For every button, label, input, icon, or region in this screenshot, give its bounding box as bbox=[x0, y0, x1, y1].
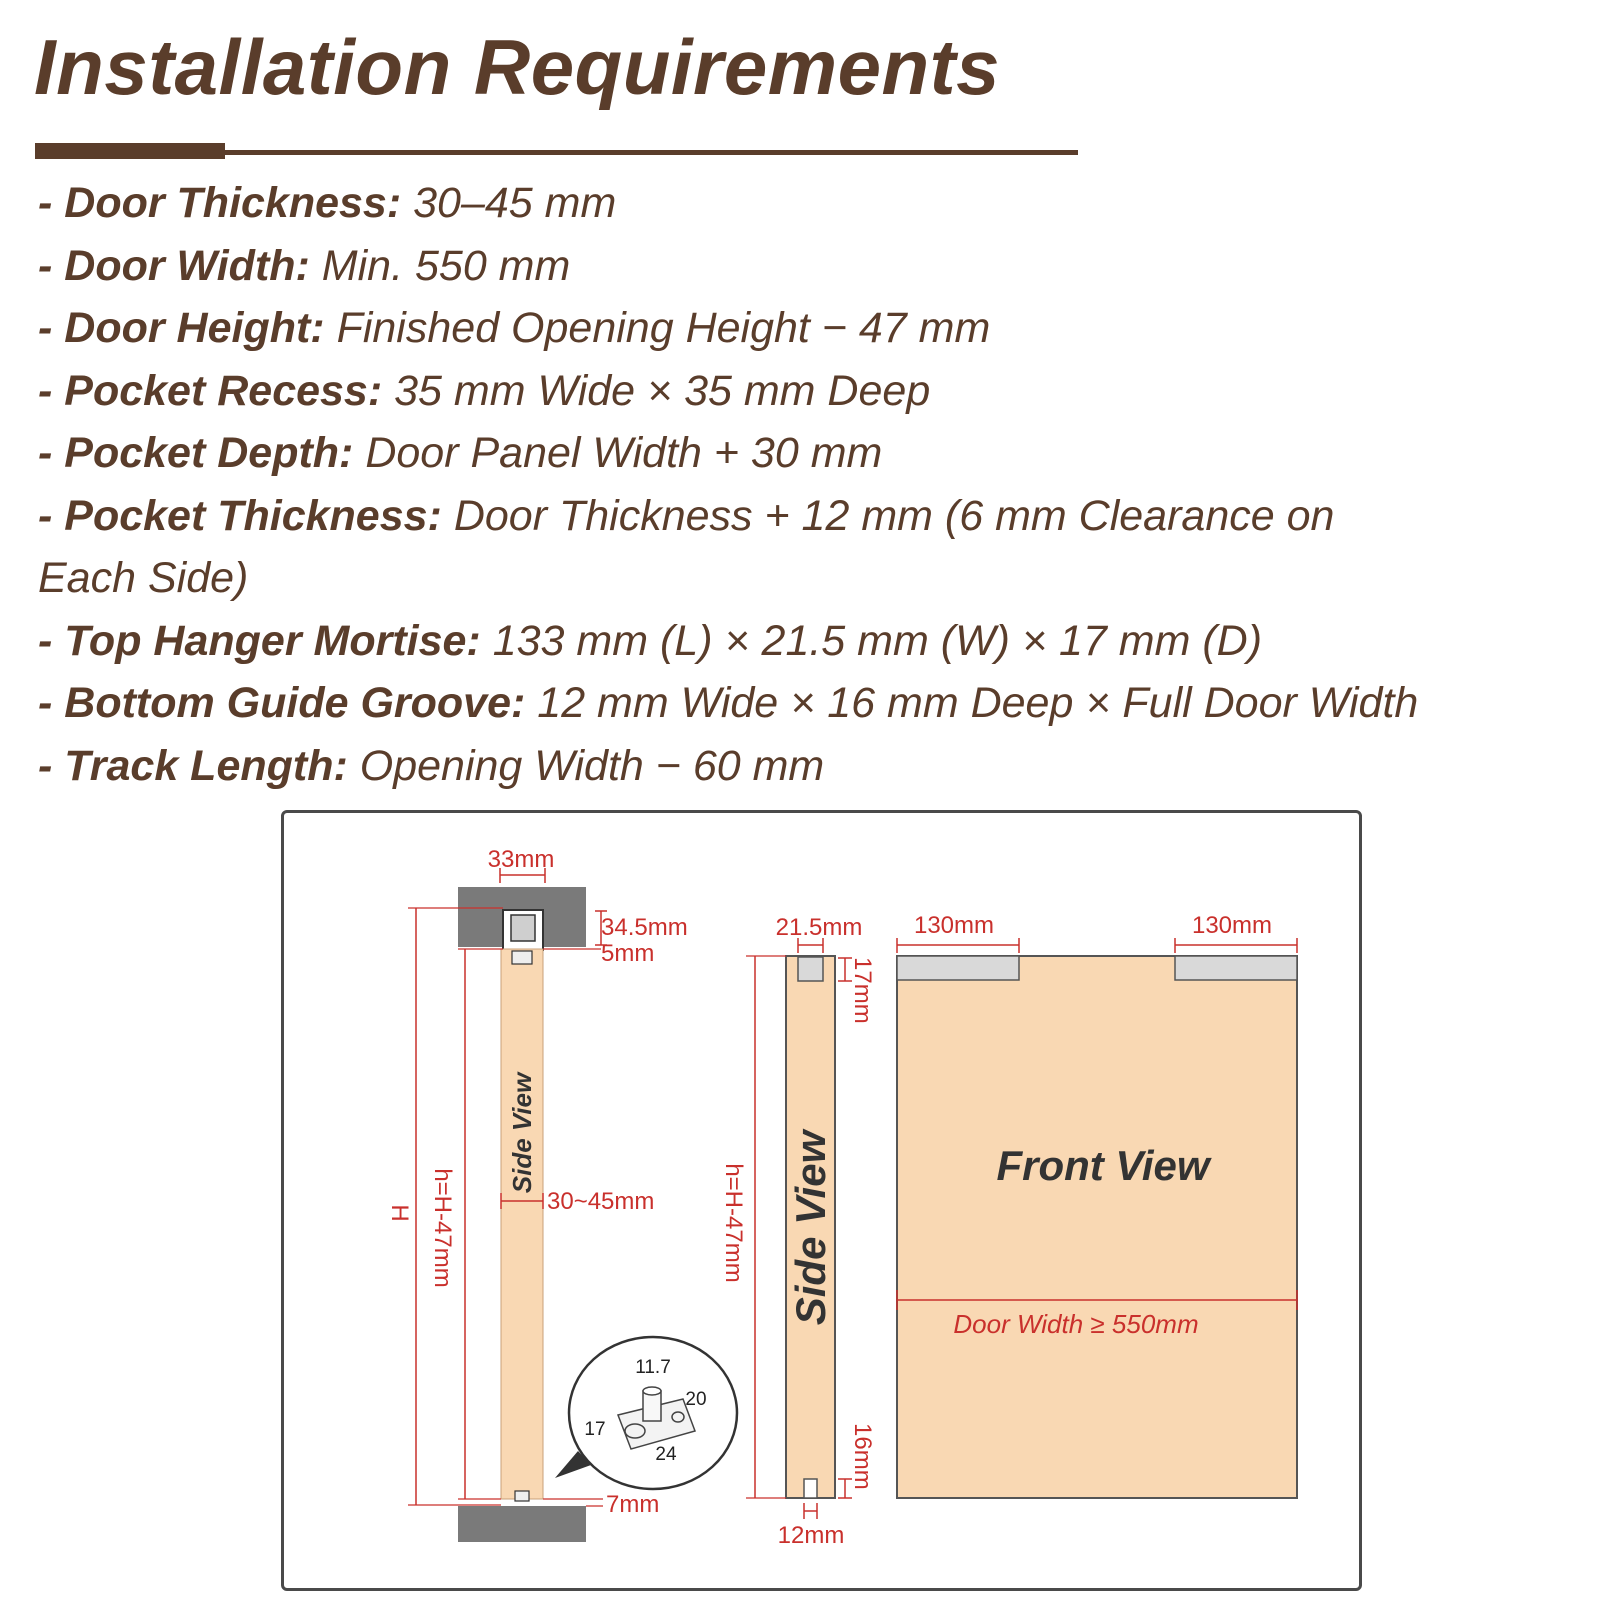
guide-dim-1: 11.7 bbox=[635, 1357, 671, 1378]
side-view-2 bbox=[720, 914, 876, 1549]
installation-diagram bbox=[284, 813, 1359, 1588]
spec-label: - Track Length: bbox=[38, 741, 348, 790]
spec-label: - Pocket Thickness: bbox=[38, 491, 442, 540]
spec-value: 133 mm (L) × 21.5 mm (W) × 17 mm (D) bbox=[480, 616, 1263, 665]
spec-label: - Pocket Depth: bbox=[38, 429, 354, 477]
bottom-groove bbox=[804, 1479, 817, 1498]
spec-pocket-recess bbox=[38, 360, 1558, 423]
diagram-frame bbox=[281, 810, 1362, 1591]
dim-door-height: h=H-47mm bbox=[429, 1168, 456, 1288]
front-view-label: Front View bbox=[996, 1142, 1210, 1189]
spec-label: - Pocket Recess: bbox=[38, 366, 383, 415]
dim-top-width: 33mm bbox=[487, 846, 555, 873]
dim-hanger-left: 130mm bbox=[913, 912, 995, 939]
guide-dim-2: 20 bbox=[685, 1389, 707, 1410]
front-view bbox=[897, 912, 1297, 1498]
spec-door-thickness bbox=[38, 172, 1558, 235]
dim-door-height-2: h=H-47mm bbox=[720, 1163, 747, 1283]
floor-block bbox=[458, 1506, 586, 1542]
guide-detail-callout bbox=[555, 1337, 737, 1489]
bottom-guide-block bbox=[515, 1491, 529, 1501]
spec-door-height bbox=[38, 297, 1558, 360]
spec-value: 30–45 mm bbox=[401, 179, 617, 227]
spec-door-width bbox=[38, 235, 1558, 298]
hanger-mortise-left bbox=[897, 956, 1019, 980]
title-underline-accent bbox=[35, 143, 225, 159]
spec-label: - Bottom Guide Groove: bbox=[38, 679, 526, 727]
spec-value: 35 mm Wide × 35 mm Deep bbox=[382, 366, 931, 415]
spec-list bbox=[38, 172, 1558, 797]
dim-gap-top: 5mm bbox=[601, 940, 655, 967]
dim-mortise-depth: 17mm bbox=[849, 957, 876, 1024]
guide-dim-3: 17 bbox=[584, 1419, 606, 1440]
spec-value-continued: Each Side) bbox=[38, 554, 249, 602]
dim-gap-bottom: 7mm bbox=[606, 1491, 660, 1518]
spec-bottom-guide-groove bbox=[38, 672, 1558, 735]
spec-pocket-thickness bbox=[38, 485, 1558, 548]
title-underline bbox=[225, 150, 1078, 155]
spec-track-length bbox=[38, 735, 1558, 798]
guide-dim-4: 24 bbox=[655, 1444, 677, 1465]
dim-hanger-right: 130mm bbox=[1191, 912, 1273, 939]
spec-value: Opening Width − 60 mm bbox=[347, 741, 825, 790]
top-mortise bbox=[798, 957, 823, 981]
dim-groove-depth: 16mm bbox=[849, 1423, 876, 1490]
door-panel-side bbox=[501, 949, 543, 1499]
spec-value: Door Panel Width + 30 mm bbox=[353, 429, 883, 477]
dim-mortise-width: 21.5mm bbox=[775, 914, 863, 941]
page-title: Installation Requirements bbox=[34, 23, 1001, 111]
spec-pocket-thickness-cont bbox=[38, 547, 1558, 610]
dim-door-width: Door Width ≥ 550mm bbox=[953, 1309, 1199, 1339]
side-view-label-2: Side View bbox=[787, 1130, 834, 1326]
spec-label: - Top Hanger Mortise: bbox=[38, 616, 481, 665]
dim-track-height: 34.5mm bbox=[601, 914, 688, 941]
spec-value: Finished Opening Height − 47 mm bbox=[324, 304, 991, 352]
spec-label: - Door Height: bbox=[38, 304, 325, 352]
spec-label: - Door Thickness: bbox=[38, 179, 402, 227]
dim-groove-width: 12mm bbox=[777, 1522, 845, 1549]
spec-value: Min. 550 mm bbox=[309, 241, 571, 290]
side-view-label: Side View bbox=[507, 1072, 537, 1194]
dim-total-height: H bbox=[386, 1204, 413, 1222]
top-track-inner bbox=[511, 915, 535, 941]
spec-value: Door Thickness + 12 mm (6 mm Clearance on bbox=[441, 491, 1335, 540]
hanger-mortise-right bbox=[1175, 956, 1297, 980]
spec-value: 12 mm Wide × 16 mm Deep × Full Door Width bbox=[525, 679, 1419, 727]
spec-top-hanger-mortise bbox=[38, 610, 1558, 673]
door-panel-front bbox=[897, 956, 1297, 1498]
dim-thickness: 30~45mm bbox=[547, 1188, 655, 1215]
spec-label: - Door Width: bbox=[38, 241, 310, 290]
guide-pin-top bbox=[643, 1387, 661, 1395]
top-hanger-block bbox=[512, 951, 532, 964]
spec-pocket-depth bbox=[38, 422, 1558, 485]
